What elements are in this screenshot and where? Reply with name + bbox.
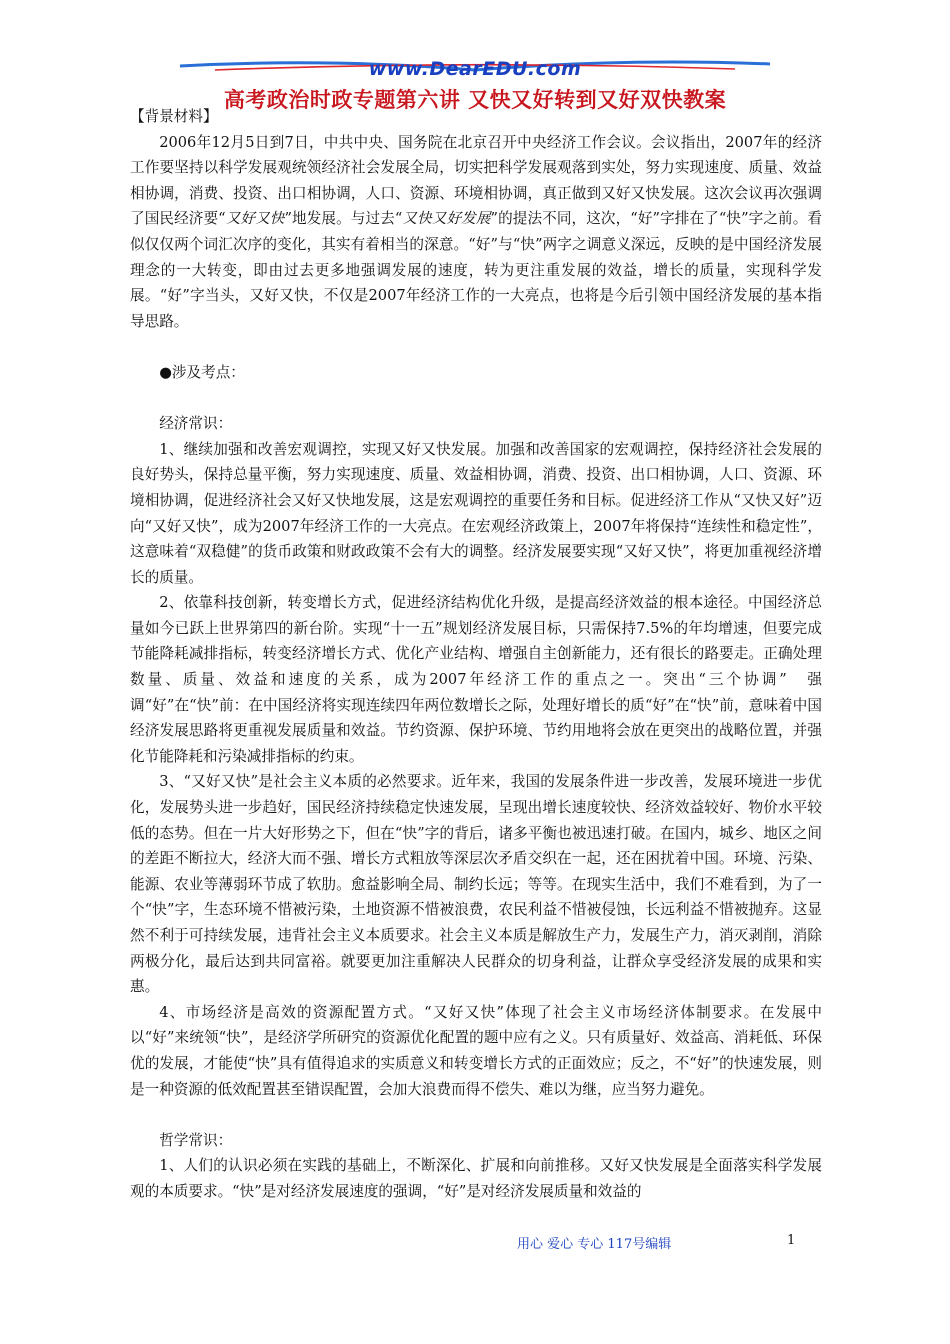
econ-heading: 经济常识： [159, 415, 233, 433]
econ-item: 3、“又好又快”是社会主义本质的必然要求。近年来，我国的发展条件进一步改善，发展环境进一步优化，发展势头进一步趋好，国民经济持续稳定快速发展，呈现出增长速度较快、经济效益较好、物价水平较低的态势。但在一片大好形势之下，但在“快”字的背后，诸多平衡也被迅速打破。在国内，城乡、地区之间的差距不断拉大，经济大而不强、增长方式粗放等深层次矛盾交织在一起，还在困扰着中国。环境、污染、能源、农业等薄弱环节成了软肋。愈益影响全局、制约长远；等等。在现实生活中，我们不难看到，为了一个“快”字，生态环境不惜被污染，土地资源不惜被浪费，农民利益不惜被侵蚀，长远利益不惜被抛弃。这显然不利于可持续发展，违背社会主义本质要求。社会主义本质是解放生产力，发展生产力，消灭剥削，消除两极分化，最后达到共同富裕。就要更加注重解决人民群众的切身利益，让群众享受经济发展的成果和实惠。 [130, 773, 822, 996]
site-url[interactable]: www.DearEDU.com [368, 58, 582, 80]
background-paragraph: 2006年12月5日到7日，中共中央、国务院在北京召开中央经济工作会议。会议指出，2007年的经济工作要坚持以科学发展观统领经济社会发展全局，切实把科学发展观落到实处，努力实现速度、质量、效益相协调，消费、投资、出口相协调，人口、资源、环境相协调，真正做到又好又快发展。这次会议再次强调了国民经济要“又好又快”地发展。与过去“又快又好发展”的提法不同，这次，“好”字排在了“快”字之前。看似仅仅两个词汇次序的变化，其实有着相当的深意。“好”与“快”两字之调意义深远，反映的是中国经济发展理念的一大转变，即由过去更多地强调发展的速度，转为更注重发展的效益，增长的质量，实现科学发展。“好”字当头，又好又快，不仅是2007年经济工作的一大亮点，也将是今后引领中国经济发展的基本指导思路。 [130, 133, 822, 330]
econ-item: 2、依靠科技创新，转变增长方式，促进经济结构优化升级，是提高经济效益的根本途径。中国经济总量如今已跃上世界第四的新台阶。实现“十一五”规划经济发展目标，只需保持7.5%的年均增速，但要完成节能降耗减排指标，转变经济增长方式、优化产业结构、增强自主创新能力，还有很长的路要走。正确处理数量、质量、效益和速度的关系，成为2007年经济工作的重点之一。突出“三个协调” 强调“好”在“快”前：在中国经济将实现连续四年两位数增长之际，处理好增长的质“好”在“快”前，意味着中国经济发展思路将更重视发展质量和效益。节约资源、保护环境、节约用地将会放在更突出的战略位置，并强化节能降耗和污染减排指标的约束。 [130, 594, 822, 765]
page-title: 高考政治时政专题第六讲 又快又好转到又好双快教案 [223, 87, 727, 112]
section-heading-background: 【背景材料】 [130, 108, 218, 125]
phil-heading: 哲学常识： [159, 1131, 233, 1149]
phil-item: 1、人们的认识必须在实践的基础上，不断深化、扩展和向前推移。又好又快发展是全面落实科学发展观的本质要求。“快”是对经济发展速度的强调，“好”是对经济发展质量和效益的 [130, 1157, 822, 1200]
page-number: 1 [787, 1233, 796, 1248]
section-heading-points: ●涉及考点： [159, 363, 245, 381]
document-body [130, 104, 822, 1205]
footer-note: 用心 爱心 专心 117号编辑 [517, 1237, 672, 1252]
econ-item: 1、继续加强和改善宏观调控，实现又好又快发展。加强和改善国家的宏观调控，保持经济社会发展的良好势头，保持总量平衡，努力实现速度、质量、效益相协调，消费、投资、出口相协调，人口、资源、环境相协调，促进经济社会又好又快地发展，这是宏观调控的重要任务和目标。促进经济工作从“又快又好”迈向“又好又快”，成为2007年经济工作的一大亮点。在宏观经济政策上，2007年将保持“连续性和稳定性”，这意味着“双稳健”的货币政策和财政政策不会有大的调整。经济发展要实现“又好又快”，将更加重视经济增长的质量。 [130, 440, 822, 586]
site-banner [175, 56, 775, 86]
econ-item: 4、市场经济是高效的资源配置方式。“又好又快”体现了社会主义市场经济体制要求。在发展中以“好”来统领“快”，是经济学所研究的资源优化配置的题中应有之义。只有质量好、效益高、消耗低、环保优的发展，才能使“快”具有值得追求的实质意义和转变增长方式的正面效应；反之，不“好”的快速发展，则是一种资源的低效配置甚至错误配置，会加大浪费而得不偿失、难以为继，应当努力避免。 [130, 1003, 822, 1098]
